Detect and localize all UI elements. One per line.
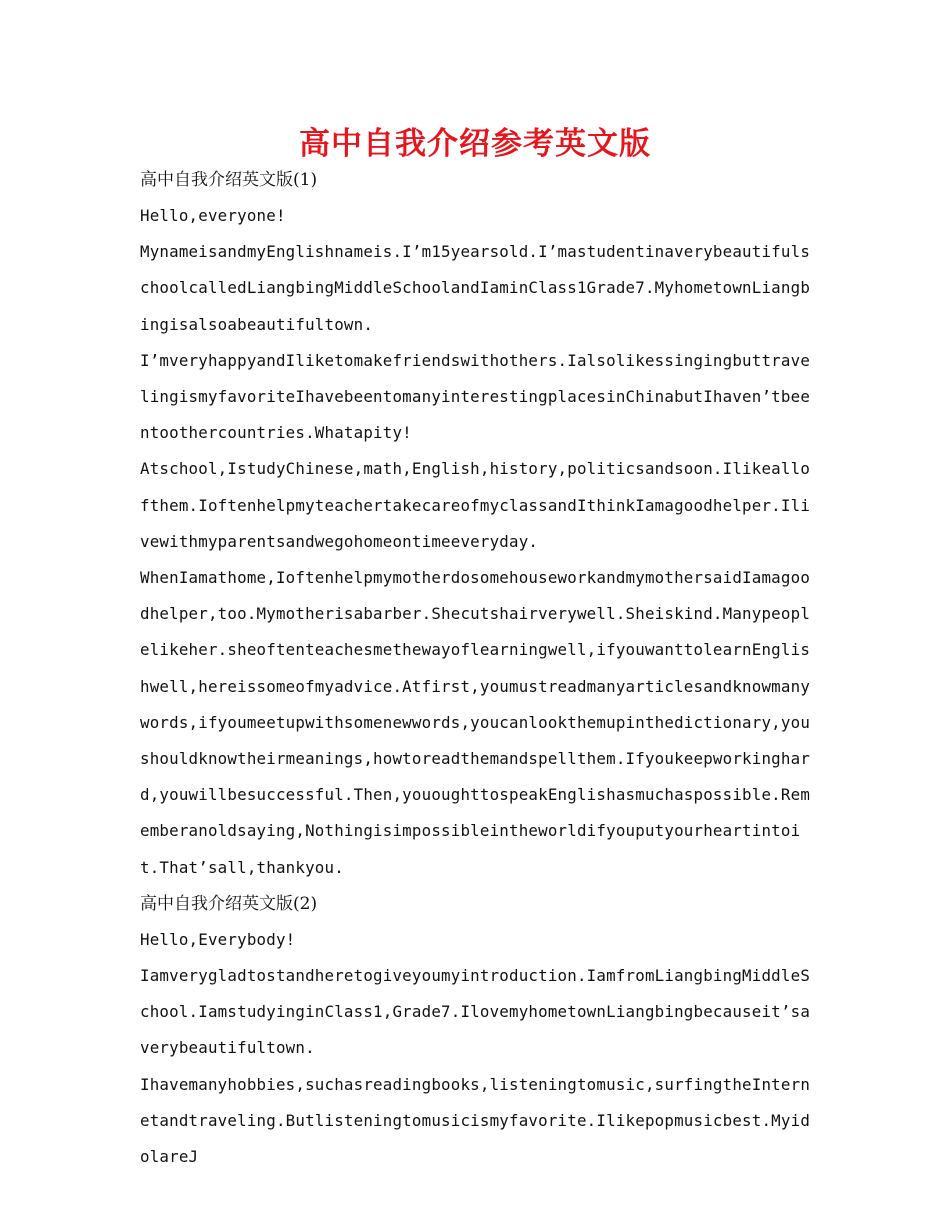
paragraph: I’mveryhappyandIliketomakefriendswithothers.IalsolikessingingbuttravelingismyfavoriteIhavebeentomanyinterestingplacesinChinabutIhaven’tbeentoothercountries.Whatapity! [140, 350, 811, 443]
paragraph: Iamverygladtostandheretogiveyoumyintroduction.IamfromLiangbingMiddleSchool.IamstudyinginClass1,Grade7.IlovemyhometownLiangbingbecauseit’saverybeautifultown. [140, 966, 811, 1058]
paragraph: MynameisandmyEnglishnameis.I’m15yearsold.I’mastudentinaverybeautifulschoolcalledLiangbingMiddleSchoolandIaminClass1Grade7.MyhometownLiangbingisalsoabeautifultown. [140, 242, 811, 334]
paragraph-greeting: Hello,everyone! [140, 206, 286, 225]
document-title: 高中自我介绍参考英文版 [299, 126, 651, 162]
section-heading: 高中自我介绍英文版(2) [140, 893, 318, 914]
section-heading: 高中自我介绍英文版(1) [140, 170, 318, 190]
paragraph: Atschool,IstudyChinese,math,English,history,politicsandsoon.Ilikeallofthem.IoftenhelpmyteachertakecareofmyclassandIthinkIamagoodhelper.Ilivewithmyparentsandwegohomeontimeeveryday. [140, 459, 811, 551]
paragraph: Ihavemanyhobbies,suchasreadingbooks,listeningtomusic,surfingtheInternetandtraveling.Butlisteningtomusicismyfavorite.Ilikepopmusicbest.MyidolareJ [140, 1074, 811, 1167]
paragraph-greeting: Hello,Everybody! [140, 929, 296, 949]
paragraph: WhenIamathome,IoftenhelpmymotherdosomehouseworkandmymothersaidIamagoodhelper,too.Mymotherisabarber.Shecutshairverywell.Sheiskind.Manypeoplelikeher.sheoftenteachesmethewayoflearningwell,ifyouwanttolearnEnglishwell,hereissomeofmyadvice.Atfirst,youmustreadmanyarticlesandknowmanywords,ifyoumeetupwithsomenewwords,youcanlookthemupinthedictionary,youshouldknowtheirmeanings,howtoreadthemandspellthem.Ifyoukeepworkinghard,youwillbesuccessful.Then,yououghttospeakEnglishasmuchaspossible.Rememberanoldsaying,Nothingisimpossibleintheworldifyouputyourheartintoit.That’sall,thankyou. [140, 568, 811, 877]
document-body [140, 162, 812, 1175]
